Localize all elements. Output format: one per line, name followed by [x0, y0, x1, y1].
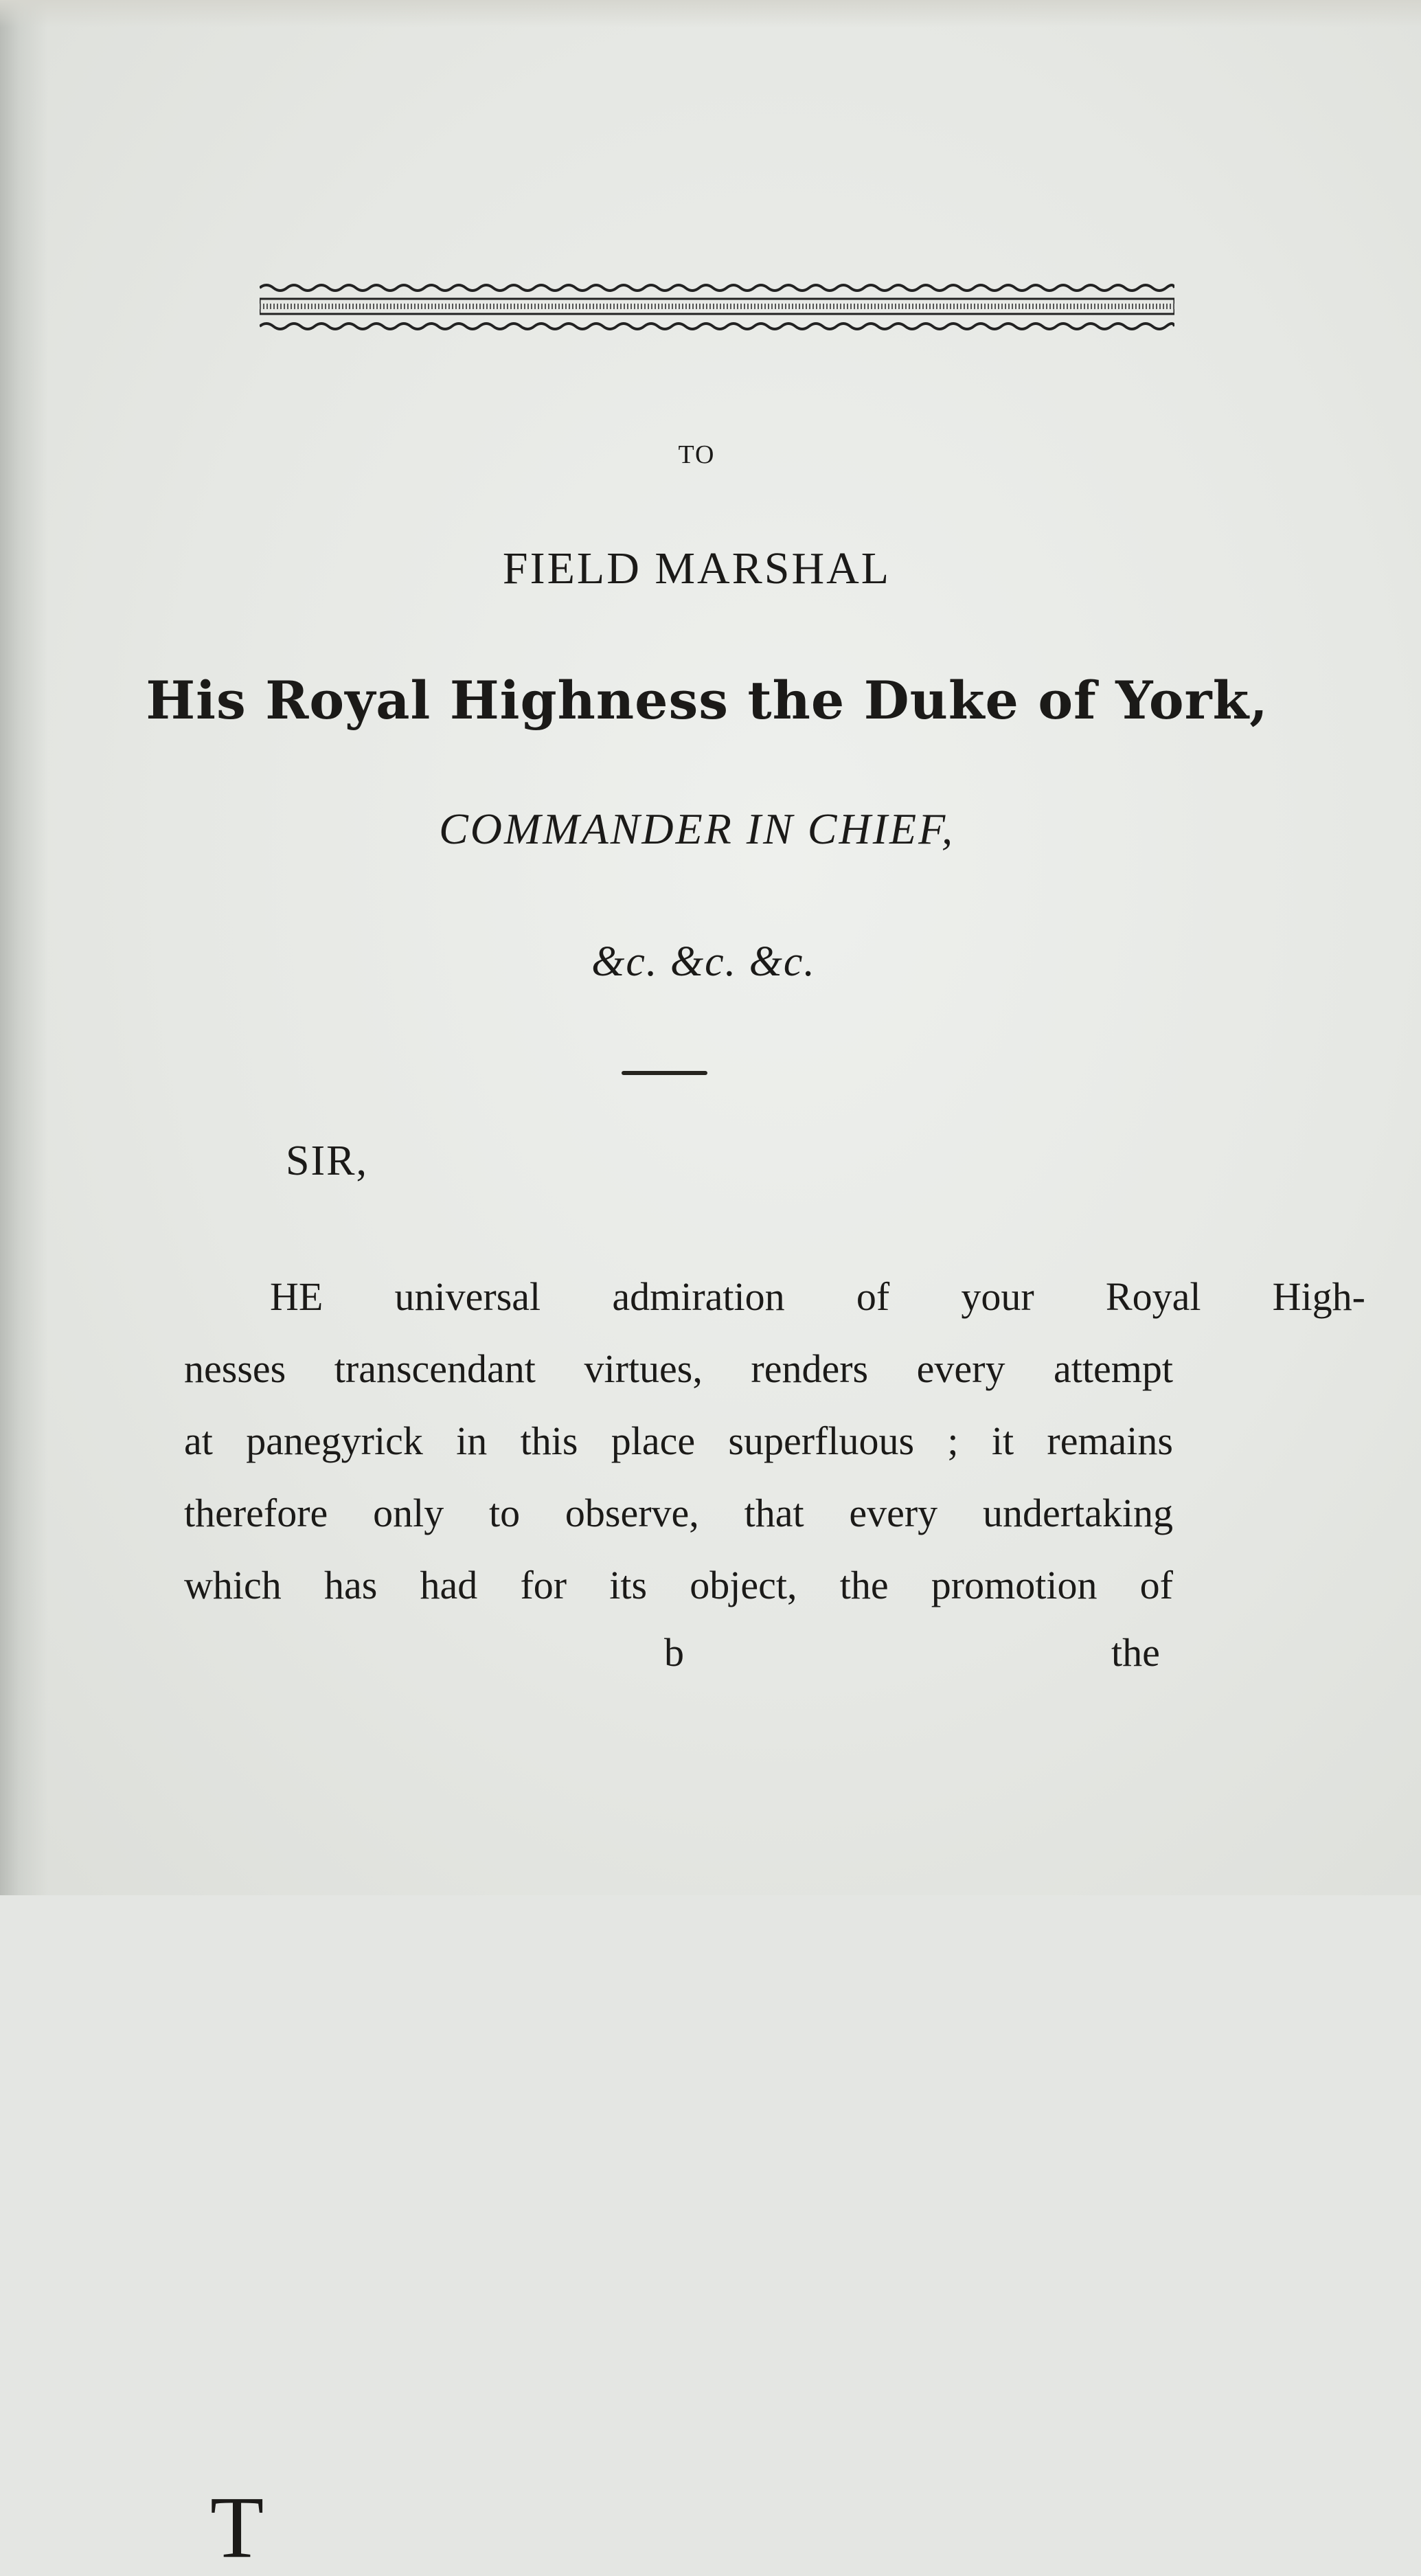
body-line: which has had for its object, the promotion of	[184, 1563, 1173, 1607]
body-line	[184, 1261, 1365, 1333]
drop-cap: T	[210, 2478, 264, 2576]
body-line: nesses transcendant virtues, renders every attempt	[184, 1346, 1173, 1391]
dedication-rank: FIELD MARSHAL	[502, 543, 891, 594]
ornamental-rule	[260, 278, 1174, 337]
dedication-title: COMMANDER IN CHIEF,	[439, 804, 955, 853]
short-divider	[622, 1071, 707, 1075]
dedication-to: TO	[678, 440, 716, 469]
salutation: SIR,	[286, 1138, 368, 1184]
signature-mark: b	[664, 1630, 684, 1675]
catchword: the	[1111, 1630, 1160, 1675]
page-top-edge	[0, 0, 1421, 27]
dedication-name: His Royal Highness the Duke of York,	[146, 670, 1269, 731]
body-line-text: HE universal admiration of your Royal High-	[270, 1274, 1365, 1319]
body-line: therefore only to observe, that every undertaking	[184, 1491, 1173, 1535]
body-line: at panegyrick in this place superfluous ; it remains	[184, 1419, 1173, 1463]
body-paragraph	[184, 1261, 1365, 2576]
dedication-etc: &c. &c. &c.	[591, 938, 816, 985]
